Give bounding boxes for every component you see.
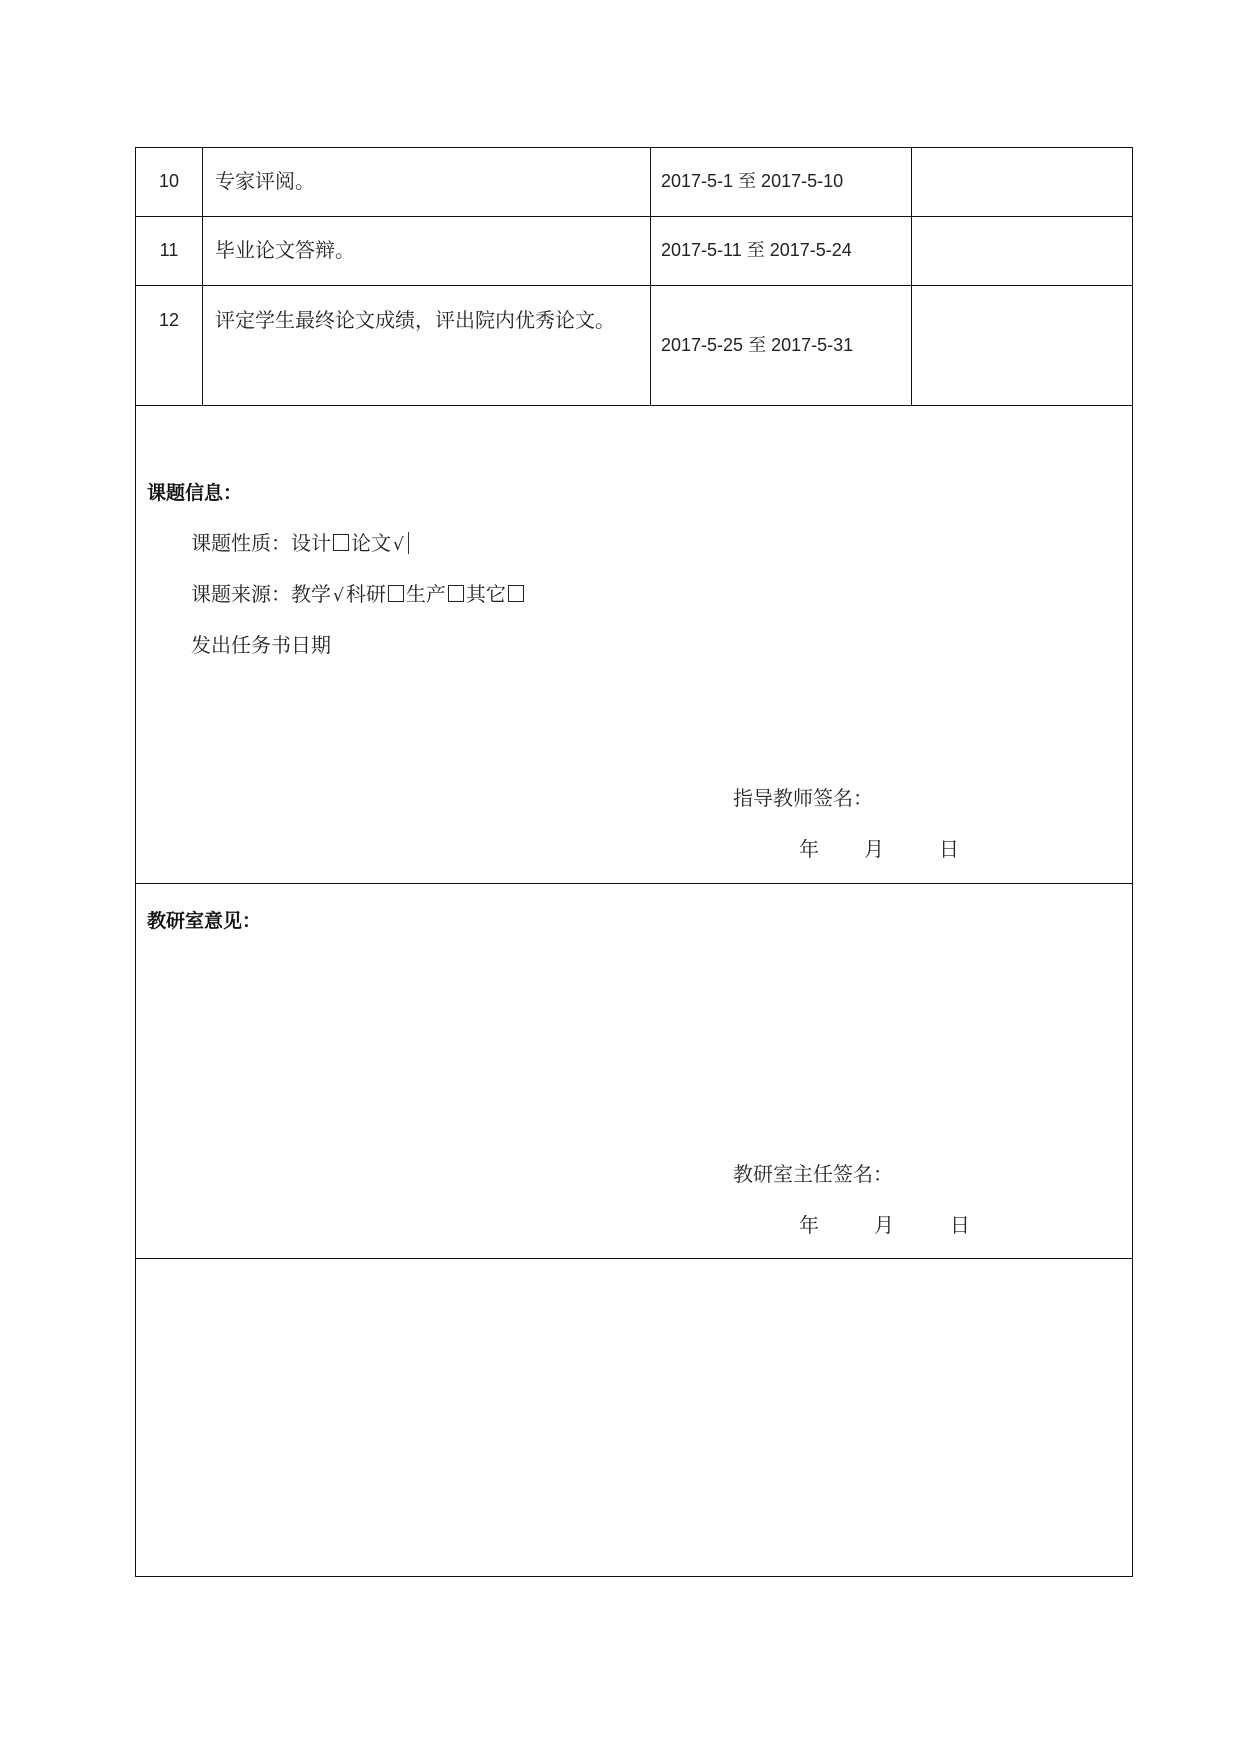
advisor-signature-label: 指导教师签名：	[733, 786, 873, 810]
topic-info-section	[136, 406, 1132, 884]
topic-info-heading: 课题信息：	[147, 482, 243, 504]
row-number: 11	[136, 217, 203, 285]
task-period: 2017-5-1 至 2017-5-10	[651, 148, 912, 216]
table-row	[136, 148, 1132, 217]
text-cursor	[408, 532, 409, 554]
checkbox-production[interactable]	[448, 585, 464, 602]
issue-date-label: 发出任务书日期	[191, 633, 331, 657]
task-form-table	[135, 147, 1133, 1577]
row-number: 10	[136, 148, 203, 216]
date-month: 月	[874, 1213, 894, 1237]
checkbox-research[interactable]	[388, 585, 404, 602]
task-description: 专家评阅。	[203, 148, 651, 216]
blank-section	[136, 1259, 1132, 1576]
table-row	[136, 286, 1132, 406]
topic-nature-line	[191, 527, 409, 556]
row-number: 12	[136, 286, 203, 405]
task-description: 毕业论文答辩。	[203, 217, 651, 285]
date-year: 年	[799, 837, 819, 861]
topic-nature-label: 课题性质：	[191, 531, 291, 555]
department-opinion-heading: 教研室意见：	[147, 910, 262, 932]
nature-option-design: 设计	[291, 531, 331, 555]
source-option-research: 科研	[345, 582, 386, 606]
check-mark-thesis[interactable]: √	[393, 535, 404, 555]
task-description: 评定学生最终论文成绩，评出院内优秀论文。	[203, 286, 651, 405]
director-signature-label: 教研室主任签名：	[733, 1162, 893, 1186]
check-mark-teaching[interactable]: √	[333, 586, 344, 606]
checkbox-design[interactable]	[333, 534, 349, 551]
task-period: 2017-5-11 至 2017-5-24	[651, 217, 912, 285]
source-option-production: 生产	[405, 582, 446, 606]
date-year: 年	[799, 1213, 819, 1237]
remark-cell	[912, 286, 1132, 405]
nature-option-thesis: 论文	[351, 531, 391, 555]
date-day: 日	[939, 837, 959, 861]
source-option-other: 其它	[465, 582, 506, 606]
checkbox-other[interactable]	[508, 585, 524, 602]
remark-cell	[912, 148, 1132, 216]
topic-source-label: 课题来源：	[191, 582, 291, 606]
date-day: 日	[950, 1213, 970, 1237]
source-option-teaching: 教学	[291, 582, 331, 606]
department-opinion-section	[136, 884, 1132, 1259]
topic-source-line	[191, 578, 526, 607]
table-row	[136, 217, 1132, 286]
remark-cell	[912, 217, 1132, 285]
date-month: 月	[864, 837, 884, 861]
task-period: 2017-5-25 至 2017-5-31	[651, 286, 912, 405]
